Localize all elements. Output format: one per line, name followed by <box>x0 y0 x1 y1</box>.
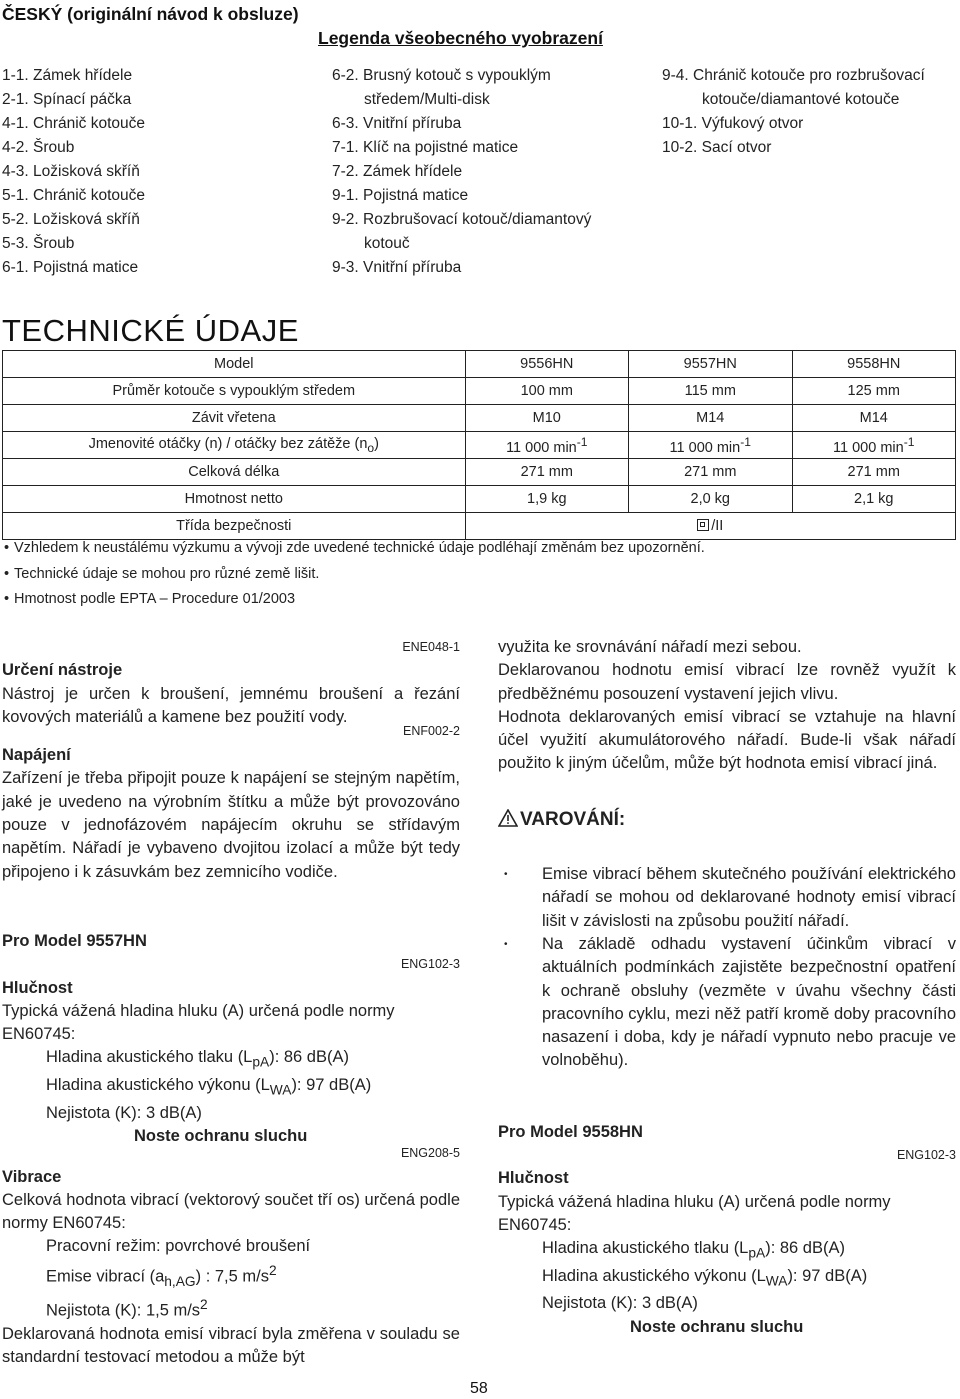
table-cell: 11 000 $\min^{-1}$ <box>465 432 628 459</box>
legend-item: 4-3. Ložisková skříň <box>2 163 140 180</box>
specs-title: TECHNICKÉ ÚDAJE <box>2 313 299 348</box>
legend-item: 6-2. Brusný kotouč s vypouklým <box>332 67 551 84</box>
table-cell: Model <box>3 351 466 378</box>
legend-item: 9-3. Vnitřní příruba <box>332 259 462 276</box>
legend-item: 5-1. Chránič kotouče <box>2 187 146 204</box>
legend-item: 6-3. Vnitřní příruba <box>332 115 462 132</box>
legend-item: 5-3. Šroub <box>2 235 75 252</box>
legend-item: 7-2. Zámek hřídele <box>332 163 463 180</box>
legend-item: 6-1. Pojistná matice <box>2 259 139 276</box>
specs-table <box>2 350 956 540</box>
table-cell: Závit vřetena <box>3 405 466 432</box>
table-cell: 115 mm <box>629 378 792 405</box>
table-cell: 11 000 $\min^{-1}$ <box>792 432 956 459</box>
table-cell: Průměr kotouče s vypouklým středem <box>3 378 466 405</box>
ear-protection-note: Noste ochranu sluchu <box>630 1317 804 1336</box>
table-cell: 1,9 kg <box>465 486 628 513</box>
legend-item-continued: kotouč <box>364 235 410 252</box>
doc-code: ENF002-2 <box>403 724 460 739</box>
table-cell: M14 <box>792 405 956 432</box>
table-cell: 11 000 $\min^{-1}$ <box>629 432 792 459</box>
spec-line: Hladina akustického výkonu $(L_{WA})$: 97 dB(A) <box>46 1076 372 1098</box>
legend-item-continued: středem/Multi-disk <box>364 91 490 108</box>
spec-line: Hladina akustického tlaku $(L_{pA})$: 86 dB(A) <box>542 1239 845 1261</box>
table-cell: Hmotnost netto <box>3 486 466 513</box>
legend-item: 2-1. Spínací páčka <box>2 91 132 108</box>
table-cell: 9558HN <box>792 351 956 378</box>
paragraph: využita ke srovnávání nářadí mezi sebou. <box>498 638 802 656</box>
table-row <box>3 486 956 513</box>
warning-heading: VAROVÁNÍ: <box>498 808 956 833</box>
section-title: Pro Model 9557HN <box>2 931 147 950</box>
spec-line: Nejistota (K): 3 dB(A) <box>542 1294 698 1313</box>
legend-column-2 <box>332 64 591 280</box>
section-title: Hlučnost <box>2 978 73 997</box>
table-cell: 2,0 kg <box>629 486 792 513</box>
legend-item: 10-1. Výfukový otvor <box>662 115 804 132</box>
table-cell: 271 mm <box>792 459 956 486</box>
spec-line: Nejistota (K): 3 dB(A) <box>46 1103 202 1122</box>
legend-item-continued: kotouče/diamantové kotouče <box>702 91 900 108</box>
paragraph: Nástroj je určen k broušení, jemnému broušení a řezání kovových materiálů a kamene bez použití vody. <box>2 684 460 726</box>
table-cell: M10 <box>465 405 628 432</box>
spec-line: Emise vibrací $(a_{h,AG})$ : 7,5 $m/s^2$ <box>46 1262 277 1289</box>
table-cell: M14 <box>629 405 792 432</box>
ear-protection-note: Noste ochranu sluchu <box>134 1126 308 1145</box>
doc-code: ENG102-3 <box>896 1148 956 1163</box>
section-title: Pro Model 9558HN <box>498 1122 643 1141</box>
table-row <box>3 405 956 432</box>
table-row <box>3 459 956 486</box>
table-cell: 125 mm <box>792 378 956 405</box>
paragraph: Typická vážená hladina hluku (A) určená podle normy EN60745: <box>498 1192 891 1234</box>
legend-item: 7-1. Klíč na pojistné matice <box>332 139 519 156</box>
table-cell: 271 mm <box>629 459 792 486</box>
table-row <box>3 432 956 459</box>
legend-item: 4-2. Šroub <box>2 139 75 156</box>
spec-note: • Hmotnost podle EPTA – Procedure 01/2003 <box>14 591 295 607</box>
table-cell: Jmenovité otáčky (n) / otáčky bez zátěže $(n_o)$ <box>3 432 466 459</box>
warning-triangle-icon <box>498 809 518 833</box>
paragraph: Celková hodnota vibrací (vektorový součet tří os) určená podle normy EN60745: <box>2 1190 460 1233</box>
paragraph: Hodnota deklarovaných emisí vibrací se vztahuje na hlavní účel využití akumulátorového nářadí. Bude-li však nářadí použito k jiným účelům, může být hodnota emisí vibrací jiná. <box>498 707 956 773</box>
warning-item: • Na základě odhadu vystavení účinkům vibrací v aktuálních podmínkách zajistěte bezpečnostní opatření k ochraně obsluhy (vezměte v úvahu všechny části pracovního cyklu, mezi něž patří kromě doby pracovního nasazení i doba, kdy je nářadí vypnuto nebo pracuje ve volnoběhu). <box>504 934 956 1070</box>
language-title: ČESKÝ (originální návod k obsluze) <box>2 4 299 24</box>
paragraph: Deklarovaná hodnota emisí vibrací byla změřena v souladu se standardní testovací metodou a může být <box>2 1324 460 1366</box>
right-column <box>498 636 956 1339</box>
doc-code: ENE048-1 <box>402 640 460 654</box>
table-row <box>3 378 956 405</box>
legend-item: 5-2. Ložisková skříň <box>2 211 140 228</box>
table-cell: Celková délka <box>3 459 466 486</box>
legend-item: 4-1. Chránič kotouče <box>2 115 146 132</box>
section-title: Hlučnost <box>498 1169 569 1188</box>
legend-item: 1-1. Zámek hřídele <box>2 67 133 84</box>
section-title: Napájení <box>2 746 71 765</box>
spec-line: Hladina akustického tlaku $(L_{pA})$: 86 dB(A) <box>46 1048 349 1070</box>
table-row <box>3 513 956 540</box>
table-cell: /II <box>465 513 955 540</box>
section-title: Určení nástroje <box>2 661 123 680</box>
table-cell: 100 mm <box>465 378 628 405</box>
legend-title: Legenda všeobecného vyobrazení <box>318 28 603 48</box>
paragraph: Deklarovanou hodnotu emisí vibrací lze rovněž využít k předběžnému posouzení vystavení jejich vlivu. <box>498 661 956 703</box>
spec-line: Hladina akustického výkonu $(L_{WA})$: 97 dB(A) <box>542 1266 868 1289</box>
section-title: Vibrace <box>2 1167 62 1186</box>
left-column <box>2 636 460 1369</box>
legend-item: 9-2. Rozbrušovací kotouč/diamantový <box>332 211 592 228</box>
legend-column-3 <box>662 64 925 160</box>
legend-column-1 <box>2 64 145 280</box>
doc-code: ENG208-5 <box>400 1146 460 1161</box>
paragraph: Typická vážená hladina hluku (A) určená podle normy EN60745: <box>2 1001 395 1044</box>
table-cell: 9557HN <box>629 351 792 378</box>
warning-item: • Emise vibrací během skutečného používání elektrického nářadí se mohou od deklarované hodnoty emisí vibrací lišit v závislosti na způsobu použití nářadí. <box>504 865 956 930</box>
page-number: 58 <box>470 1380 488 1397</box>
legend-item: 10-2. Sací otvor <box>662 139 772 156</box>
doc-code: ENG102-3 <box>400 957 460 972</box>
table-cell: Třída bezpečnosti <box>3 513 466 540</box>
spec-note: • Vzhledem k neustálému výzkumu a vývoji zde uvedené technické údaje podléhají změnám bez upozornění. <box>14 540 705 556</box>
table-cell: 9556HN <box>465 351 628 378</box>
table-cell: 2,1 kg <box>792 486 956 513</box>
double-insulation-icon <box>697 519 709 531</box>
legend-item: 9-4. Chránič kotouče pro rozbrušovací <box>662 67 925 84</box>
spec-line: Pracovní režim: povrchové broušení <box>46 1237 311 1256</box>
table-row <box>3 351 956 378</box>
spec-note: • Technické údaje se mohou pro různé země lišit. <box>14 566 319 582</box>
paragraph: Zařízení je třeba připojit pouze k napájení se stejným napětím, jaké je uvedeno na výrobním štítku a může být provozováno pouze v jednofázovém napájecím okruhu se střídavým napětím. Nářadí je vybaveno dvojitou izolací a může být tedy připojeno i k zásuvkám bez zemnicího vodiče. <box>2 769 460 881</box>
table-cell: 271 mm <box>465 459 628 486</box>
spec-line: Nejistota (K): 1,5 $m/s^2$ <box>46 1296 208 1320</box>
legend-item: 9-1. Pojistná matice <box>332 187 469 204</box>
